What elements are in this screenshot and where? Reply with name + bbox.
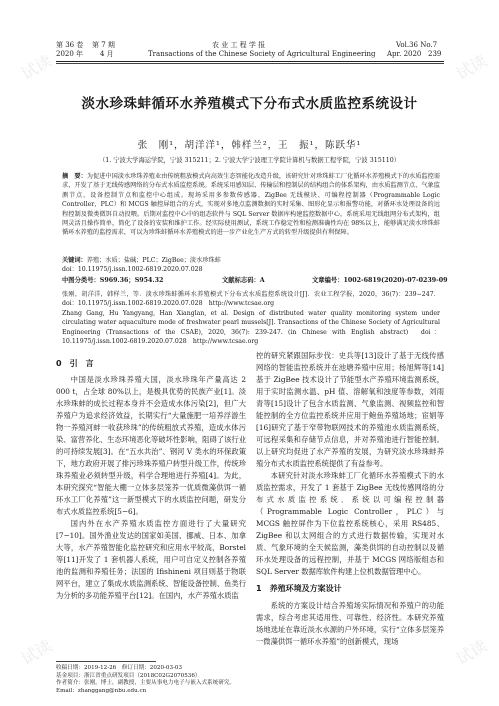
- abstract-text: 为促进中国淡水珍珠养殖业由传统粗放模式向高效生态智能化改造升级，该研究针对珍珠蚌工厂化循环水养殖模式下的水质监控需求，开发了基于无线传感网络的分布式水质监控系统。系统采用感知层、传输层和控制层的结构组合的体系架构，由水质监测节点、气象监测节点、设备控制节点和监控中心组成。现场采用多参数传感器、ZigBee 无线模块、可编程控制器（Programmable Logic Controller，PLC）和 MCGS 触控屏组合的方式，实现对多地点监测数据的实时采集、图形化显示和报警功能，对循环水处理设备的远程控制及微类微饵自动投喂。后期对监控中心中的组态软件与 SQL Server 数据库构建监控数据中心，系统采用无线组网分布式架构，组网灵活且操作简单，简化了设备的安装和维护工作。经实际使用测试，系统工作稳定性和检测准确性均在 98%以上，能够满足淡水珍珠蚌循环水养殖的监控需求，可以为珍珠蚌循环水养殖模式的进一步产业化生产方式的转型升级提供有利保障。: [62, 173, 441, 237]
- paper-title: 淡水珍珠蚌循环水养殖模式下分布式水质监控系统设计: [81, 96, 418, 112]
- header-date-en: Apr. 2020: [387, 50, 422, 58]
- footnote-received: 收稿日期：2019-12-26 修订日期：2020-03-03: [56, 665, 183, 671]
- document-code: 文献标志码：A: [222, 277, 265, 284]
- left-paragraph-1: 中国是淡水珍珠养殖大国，淡水珍珠年产量高达 2 000 t，占全球 80%以上，是极具优势的民族产业[1]。淡水珍珠蚌的成长过程本身并不会造成水体污染[2]，但广大养殖户为追求经济效益，长期实行“大量施肥一培养浮游生物一养殖河蚌一收获珍珠”的传统粗放式养殖，造成水体污染、富营养化、生态环境恶化等破坏性影响，阻碍了该行业的可持续发展[3]。在“五水共治”、钢河 V 类水的环保政策下，地方政府开展了排污珍珠养殖户转型升级工作，传统珍珠养殖业必须转型升级，科学合理地进行养殖[4]。为此，本研究探究“智能大棚一立体多层笼养一优质微藻供饵一循环水工厂化养殖”这一新型模式下的水质监控问题，研发分布式水质监控系统[5−6]。: [56, 375, 246, 516]
- header-issue-cn: 第 7 期: [92, 41, 115, 49]
- watermark: 试读: [452, 636, 491, 669]
- citation-cn: 张刚，胡洋洋，韩样兰，等．淡水珍珠蚌循环水养殖模式下分布式水质监控系统设计[J]．农业工程学报，2020，36(7)：239−247．doi：10.11975/j.issn.1002-6819.2020.07.028 http://www.tcsae.org: [62, 291, 440, 308]
- watermark: 试读: [452, 51, 491, 84]
- right-column: [256, 350, 444, 648]
- left-column: [56, 374, 246, 602]
- footnote-fund: 基金项目：浙江省重点研发项目（2018C02G2070536）: [56, 672, 201, 679]
- header-volume-en: Vol.36 No.7: [396, 41, 438, 49]
- watermark: 试读: [17, 636, 56, 669]
- footnote-rule: [56, 661, 156, 662]
- keywords-text: 养殖；水质；盐碱；PLC；ZigBee；淡水珍珠蚌: [86, 257, 221, 264]
- header-year-cn: 2020 年: [56, 50, 84, 58]
- abstract-label: 摘 要：: [62, 173, 87, 180]
- paper-authors: 张 刚¹，胡洋洋¹，韩样兰²，王 振¹，陈跃华¹: [137, 140, 362, 151]
- paper-affiliation: （1. 宁波大学海运学院，宁波 315211；2. 宁波大学宁波理工学院计算机与数据工程学院，宁波 315110）: [98, 157, 401, 164]
- right-paragraph-2: 本研究针对淡水珍珠蚌工厂化循环水养殖模式下的水质监控需求，开发了 1 套基于 ZigBee 无线传感网络的分布式水质监控系统．系统以可编程控制器（Programmable Logic Controller，PLC）与 MCGS 触控屏作为下位监控系统核心，采用 RS485、ZigBee 和以太网组合的方式进行数据传输，实现对水质、气象环境的全天候监测，藻类供饵的自动控制以及循环水处理设备的远程控制，并基于 MCGS 网络版组态和 SQL Server 数据库软件构建上位机数据管理中心。: [256, 471, 444, 576]
- header-journal-cn: 农 业 工 程 学 报: [212, 41, 266, 49]
- footnote: [56, 665, 246, 695]
- article-number: 文章编号：1002-6819(2020)-07-0239-09: [312, 277, 448, 284]
- keywords-label: 关键词：: [62, 257, 87, 264]
- section-0-title: 0 引 言: [56, 359, 94, 368]
- watermark: 试读: [17, 51, 56, 84]
- footnote-author-bio: 作者简介：张刚，博士，副教授，主要从事电力电子与嵌入式系统研究。Email：zhanggang@nbu.edu.cn: [56, 680, 236, 694]
- right-paragraph-3: 系统的方案设计结合养殖场实际情况和养殖户的功能需求，综合考虑其适用性、可靠性、经济性。本研究养殖场地选址在靠近淡水水源的户外环境，实行“立体多层笼养一微藻供饵一循环水养殖”的创新模式，现场: [256, 601, 444, 646]
- header-journal-en: Transactions of the Chinese Society of Agricultural Engineering: [148, 50, 376, 58]
- section-1-title: 1 养殖环境及方案设计: [256, 584, 342, 593]
- header-volume-cn: 第 36 卷: [56, 41, 84, 49]
- citation-en: Zhang Gang, Hu Yangyang, Han Xianglan, et al. Design of distributed water quality monitoring system under circulating water aquaculture mode of freshwater pearl mussels[J]. Transactions of the Chinese Society of Agricultural Engineering (Transactions of the CSAE), 2020, 36(7): 239-247. (in Chinese with English abstract) doi：10.11975/j.issn.1002-6819.2020.07.028 http://www.tcsae.org: [62, 310, 440, 345]
- right-paragraph-1: 控的研究紧跟国际步伐：史兵等[13]设计了基于无线传感网络的智能监控系统并在池塘养殖中应用；杨旭辉等[14]基于 ZigBee 技术设计了节能型水产养殖环境监测系统，用于实时监测水温、pH 值、溶解氧和浊度等参数，刘雨青等[15]设计了包含水质监测、气象监测、视频监控和智能控制的全方位监控系统并应用于鲍鱼养殖场地；宦娟等[16]研究了基于窄带物联网技术的养殖池水质监测系统，可远程采集和存储节点信息，并对养殖池进行智能控制。以上研究均促进了水产养殖的发展，为研究淡水珍珠蚌养殖分布式水质监控系统提供了有益参考。: [256, 351, 444, 468]
- left-paragraph-2: 国内外在水产养殖水质监控方面进行了大量研究[7−10]。国外渔业发达的国家如美国、挪威、日本、加拿大等，水产养殖智能化监控研究和应用水平较高，Borstel 等[11]开发了 1 套机器人系统，用户可自定义控制各养殖池的监测和养殖任务；法国的 Ifishineni 项目则基于物联网平台，建立了集成水质监测系统、智能设备控制、鱼类行为分析的多功能养殖平台[12]。在国内，水产养殖水质监: [56, 519, 246, 600]
- doi-line: doi：10.11975/j.issn.1002-6819.2020.07.028: [62, 266, 203, 273]
- header-page-number: 239: [428, 50, 442, 58]
- abstract: [62, 172, 440, 238]
- header-rule-thin: [56, 63, 444, 64]
- header-rule: [56, 61, 444, 62]
- keywords: [62, 256, 440, 265]
- header-month-cn: 4 月: [100, 50, 114, 58]
- clc-number: 中图分类号：S969.36；S954.32: [62, 277, 164, 284]
